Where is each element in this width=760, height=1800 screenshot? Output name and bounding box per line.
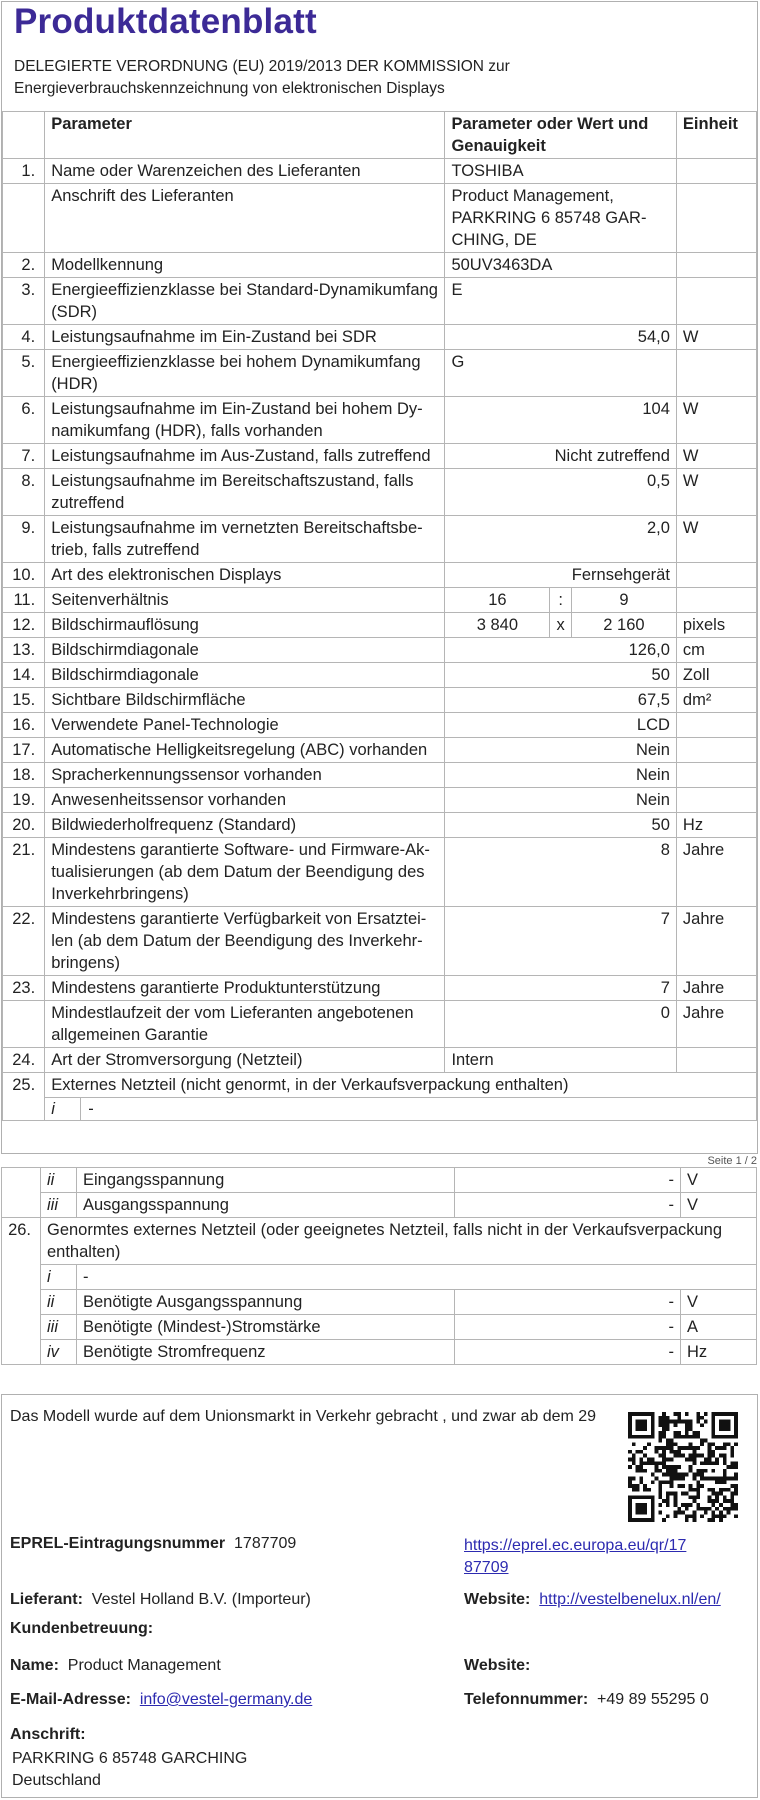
row-number: 1. [3,159,45,184]
row-value: 104 [445,397,676,444]
supplier-label: Lieferant: [10,1591,83,1608]
row-unit: pixels [676,613,756,638]
row-parameter: Bildwiederholfrequenz (Standard) [45,813,445,838]
row-value: 126,0 [445,638,676,663]
row-unit [676,738,756,763]
row-value-b: 2 160 [571,613,676,638]
sub-unit: V [681,1168,757,1193]
row-value: TOSHIBA [445,159,676,184]
address-label: Anschrift: [10,1726,86,1743]
header-number-cell [3,112,45,159]
row-value: Product Management, PARKRING 6 85748 GAR-CHING, DE [445,184,676,253]
supplier-row [10,1591,311,1609]
market-date-text: Das Modell wurde auf dem Unionsmarkt in Verkehr gebracht , und zwar ab dem 29 [10,1408,597,1425]
row-parameter: Verwendete Panel-Technologie [45,713,445,738]
table-row [2,1340,757,1365]
table-row [3,763,757,788]
row-unit: W [676,469,756,516]
sub-label: Benötigte Ausgangsspannung [77,1290,455,1315]
parameter-table-continued [1,1167,757,1365]
row-number: 13. [3,638,45,663]
row-value-b: 9 [571,588,676,613]
row-number: 8. [3,469,45,516]
name-label: Name: [10,1657,59,1674]
row-unit: Zoll [676,663,756,688]
table-row [3,788,757,813]
phone-number: +49 89 55295 0 [597,1691,709,1708]
table-row [3,350,757,397]
row-parameter: Mindestens garantierte Verfügbarkeit von Ersatztei-len (ab dem Datum der Beendigung des Inverkehr-bringens) [45,907,445,976]
row-number: 12. [3,613,45,638]
row-unit: Jahre [676,838,756,907]
row-unit: cm [676,638,756,663]
row-parameter: Modellkennung [45,253,445,278]
email-label: E-Mail-Adresse: [10,1691,131,1708]
email-link[interactable]: info@vestel-germany.de [139,1691,313,1708]
row-value: 2,0 [445,516,676,563]
table-row [3,278,757,325]
table-row [3,253,757,278]
table-row [3,588,757,613]
subtitle-line-1: DELEGIERTE VERORDNUNG (EU) 2019/2013 DER KOMMISSION zur [14,58,510,75]
row-number: 4. [3,325,45,350]
row-value-a: 3 840 [445,613,550,638]
header-value: Parameter oder Wert und Genauigkeit [445,112,676,159]
row-parameter: Genormtes externes Netzteil (oder geeignetes Netzteil, falls nicht in der Verkaufsverpackung enthalten) [41,1218,757,1265]
table-row [3,563,757,588]
row-unit [676,563,756,588]
row-parameter: Externes Netzteil (nicht genormt, in der Verkaufsverpackung enthalten) [45,1073,757,1098]
row-number: 25. [3,1073,45,1121]
row-unit [676,1048,756,1073]
address-line-1: PARKRING 6 85748 GARCHING [12,1750,248,1767]
sub-label: Ausgangsspannung [77,1193,455,1218]
sub-index: iv [41,1340,77,1365]
contact-name: Product Management [67,1657,221,1674]
website-link[interactable]: http://vestelbenelux.nl/en/ [539,1591,721,1608]
sub-index: iii [41,1193,77,1218]
row-number: 14. [3,663,45,688]
row-value: 8 [445,838,676,907]
eprel-number: 1787709 [234,1535,297,1552]
row-number [3,184,45,253]
row-value: LCD [445,713,676,738]
row-number: 20. [3,813,45,838]
row-number: 19. [3,788,45,813]
address-line-2: Deutschland [12,1772,101,1789]
row-number: 16. [3,713,45,738]
row-number: 3. [3,278,45,325]
regulation-subtitle [14,56,510,100]
sub-index: ii [41,1290,77,1315]
table-row [3,688,757,713]
qr-code-icon[interactable] [628,1412,738,1522]
row-parameter: Seitenverhältnis [45,588,445,613]
row-unit: W [676,444,756,469]
row-number: 9. [3,516,45,563]
sub-label: Benötigte Stromfrequenz [77,1340,455,1365]
sub-index: i [45,1098,81,1120]
row-unit [676,184,756,253]
sub-value: - [88,1100,94,1118]
sub-label: Benötigte (Mindest-)Stromstärke [77,1315,455,1340]
row-parameter: Leistungsaufnahme im Ein-Zustand bei hohem Dy-namikumfang (HDR), falls vorhanden [45,397,445,444]
subtitle-line-2: Energieverbrauchskennzeichnung von elektronischen Displays [14,80,445,97]
sub-value: - [455,1193,681,1218]
table-row [2,1315,757,1340]
parameter-table [2,111,757,1121]
row-value: 50UV3463DA [445,253,676,278]
row-value: 7 [445,976,676,1001]
row-value: Nicht zutreffend [445,444,676,469]
row-number-empty [2,1168,41,1218]
row-unit: Hz [676,813,756,838]
row-value-a: 16 [445,588,550,613]
row-number: 11. [3,588,45,613]
eprel-row [10,1535,296,1553]
page-title: Produktdatenblatt [14,2,317,41]
contact-name-row [10,1657,221,1675]
eprel-link-block [464,1535,686,1579]
row-unit [676,253,756,278]
row-parameter: Leistungsaufnahme im Ein-Zustand bei SDR [45,325,445,350]
sub-index: ii [41,1168,77,1193]
row-unit [676,350,756,397]
row-value: 50 [445,813,676,838]
header-unit: Einheit [676,112,756,159]
header-parameter: Parameter [45,112,445,159]
table-row [3,1048,757,1073]
row-number: 6. [3,397,45,444]
row-value: 50 [445,663,676,688]
row-unit: Jahre [676,907,756,976]
row-number: 17. [3,738,45,763]
sub-unit: V [681,1193,757,1218]
row-value: 0 [445,1001,676,1048]
row-unit [676,788,756,813]
table-row [2,1168,757,1193]
row-parameter: Sichtbare Bildschirmfläche [45,688,445,713]
row-number: 22. [3,907,45,976]
row-value: E [445,278,676,325]
row-parameter: Mindestlaufzeit der vom Lieferanten angebotenen allgemeinen Garantie [45,1001,445,1048]
sub-label: Eingangsspannung [77,1168,455,1193]
row-parameter: Art der Stromversorgung (Netzteil) [45,1048,445,1073]
table-row [3,1001,757,1048]
phone-label: Telefonnummer: [464,1691,589,1708]
eprel-link-continued[interactable]: 87709 [464,1559,509,1576]
row-parameter: Name oder Warenzeichen des Lieferanten [45,159,445,184]
sub-unit: V [681,1290,757,1315]
row-unit: W [676,516,756,563]
row-value: 54,0 [445,325,676,350]
table-row [3,444,757,469]
row-number: 10. [3,563,45,588]
sub-unit: A [681,1315,757,1340]
row-unit [676,588,756,613]
datasheet-page-1 [1,1,758,1154]
row-unit [676,159,756,184]
table-row [2,1218,757,1265]
row-unit: Jahre [676,976,756,1001]
row-value: Nein [445,763,676,788]
row-value-separator: : [550,588,572,613]
table-row [3,397,757,444]
row-parameter: Bildschirmdiagonale [45,663,445,688]
table-row [2,1290,757,1315]
row-parameter: Leistungsaufnahme im Aus-Zustand, falls zutreffend [45,444,445,469]
row-value: 0,5 [445,469,676,516]
sub-value: - [455,1290,681,1315]
table-row [3,1098,757,1121]
row-number: 23. [3,976,45,1001]
row-parameter: Bildschirmdiagonale [45,638,445,663]
sub-index: i [41,1265,77,1290]
row-value: Fernsehgerät [445,563,676,588]
row-unit [676,278,756,325]
row-number: 24. [3,1048,45,1073]
row-parameter: Automatische Helligkeitsregelung (ABC) vorhanden [45,738,445,763]
customer-support-label: Kundenbetreuung: [10,1620,154,1637]
sub-unit: Hz [681,1340,757,1365]
row-value: 67,5 [445,688,676,713]
table-row [3,469,757,516]
sub-row-cell [45,1098,757,1121]
table-row [3,516,757,563]
eprel-link[interactable]: https://eprel.ec.europa.eu/qr/17 [464,1537,687,1554]
row-value: Intern [445,1048,676,1073]
sub-value: - [455,1315,681,1340]
row-parameter: Mindestens garantierte Produktunterstützung [45,976,445,1001]
table-row [3,159,757,184]
row-unit: W [676,325,756,350]
page-number: Seite 1 / 2 [707,1155,757,1167]
supplier-name: Vestel Holland B.V. (Importeur) [91,1591,311,1608]
table-row [3,663,757,688]
eprel-label: EPREL-Eintragungsnummer [10,1535,226,1552]
row-parameter: Leistungsaufnahme im vernetzten Bereitschaftsbe-trieb, falls zutreffend [45,516,445,563]
row-parameter: Mindestens garantierte Software- und Firmware-Ak-tualisierungen (ab dem Datum der Beendigung des Inverkehrbringens) [45,838,445,907]
row-value: G [445,350,676,397]
row-number: 2. [3,253,45,278]
table-row [3,813,757,838]
row-unit [676,763,756,788]
row-parameter: Energieeffizienzklasse bei hohem Dynamikumfang (HDR) [45,350,445,397]
row-unit: dm² [676,688,756,713]
table-row [3,738,757,763]
row-unit: Jahre [676,1001,756,1048]
row-number: 26. [2,1218,41,1365]
row-parameter: Anwesenheitssensor vorhanden [45,788,445,813]
table-row [3,325,757,350]
phone-row [464,1691,709,1709]
row-number: 18. [3,763,45,788]
website-row [464,1591,721,1609]
table-row [3,613,757,638]
support-website-label: Website: [464,1657,531,1674]
row-value: Nein [445,738,676,763]
table-row [3,713,757,738]
row-number [3,1001,45,1048]
row-parameter: Spracherkennungssensor vorhanden [45,763,445,788]
table-header-row [3,112,757,159]
table-row [3,838,757,907]
row-parameter: Anschrift des Lieferanten [45,184,445,253]
sub-index: iii [41,1315,77,1340]
address-block [12,1748,247,1792]
sub-value: - [455,1168,681,1193]
row-unit [676,713,756,738]
table-row [3,184,757,253]
table-row [2,1265,757,1290]
table-row [3,638,757,663]
row-parameter: Leistungsaufnahme im Bereitschaftszustand, falls zutreffend [45,469,445,516]
model-info-box [1,1394,758,1798]
row-parameter: Bildschirmauflösung [45,613,445,638]
row-number: 7. [3,444,45,469]
row-number: 5. [3,350,45,397]
row-value: Nein [445,788,676,813]
table-row [3,907,757,976]
sub-value: - [455,1340,681,1365]
table-row [3,1073,757,1098]
row-unit: W [676,397,756,444]
row-parameter: Energieeffizienzklasse bei Standard-Dynamikumfang (SDR) [45,278,445,325]
row-number: 21. [3,838,45,907]
sub-label: - [77,1265,757,1290]
website-label: Website: [464,1591,531,1608]
table-row [2,1193,757,1218]
row-value-separator: x [550,613,572,638]
row-value: 7 [445,907,676,976]
row-parameter: Art des elektronischen Displays [45,563,445,588]
table-row [3,976,757,1001]
row-number: 15. [3,688,45,713]
email-row [10,1691,312,1709]
